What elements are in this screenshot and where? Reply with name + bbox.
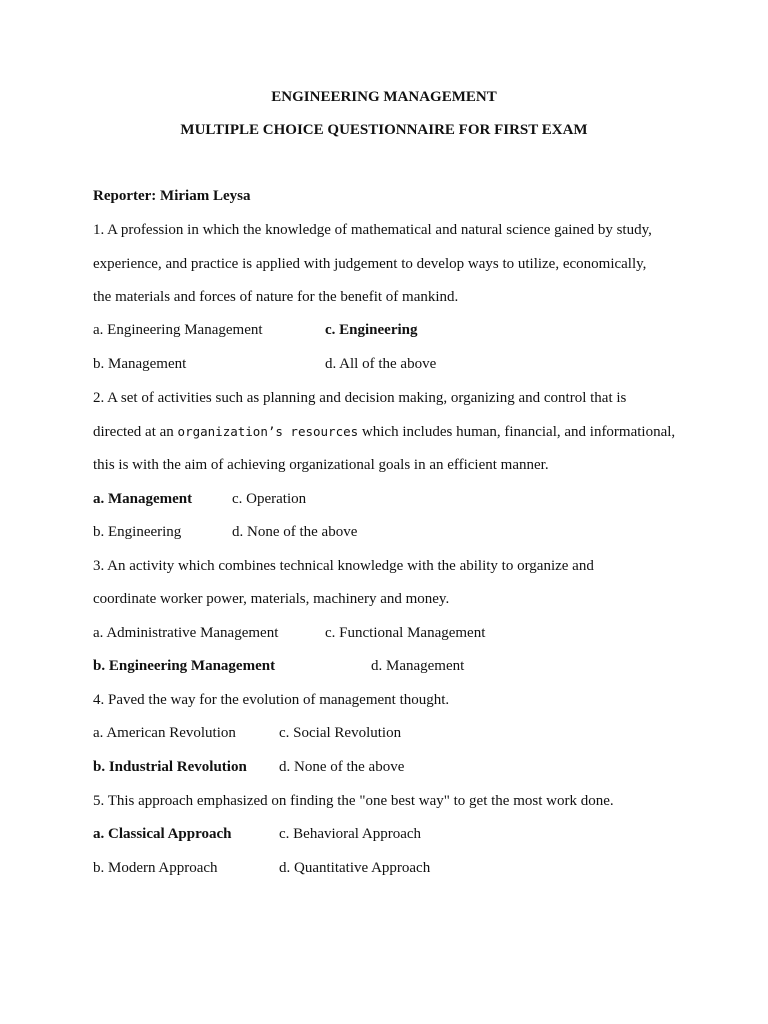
question-3-line-1: 3. An activity which combines technical knowledge with the ability to organize and bbox=[93, 558, 594, 574]
question-3-line-2: coordinate worker power, materials, machinery and money. bbox=[93, 591, 450, 607]
question-5-option-d: d. Quantitative Approach bbox=[279, 860, 431, 876]
question-2-option-c: c. Operation bbox=[232, 491, 307, 507]
question-2-line-3: this is with the aim of achieving organizational goals in an efficient manner. bbox=[93, 457, 549, 473]
question-3-option-b-answer: b. Engineering Management bbox=[93, 658, 276, 674]
question-2-option-b: b. Engineering bbox=[93, 524, 182, 540]
question-1-option-a: a. Engineering Management bbox=[93, 322, 263, 338]
question-2-line-2-term: organization’s resources bbox=[177, 424, 359, 439]
question-4-option-c: c. Social Revolution bbox=[279, 725, 402, 741]
document-title: ENGINEERING MANAGEMENT bbox=[271, 89, 497, 105]
question-4-option-b-answer: b. Industrial Revolution bbox=[93, 759, 247, 775]
question-4-line-1: 4. Paved the way for the evolution of management thought. bbox=[93, 692, 450, 708]
question-2-line-1: 2. A set of activities such as planning and decision making, organizing and control that is bbox=[93, 390, 627, 406]
question-2-line-2-start: directed at an bbox=[93, 424, 174, 440]
question-3-option-d: d. Management bbox=[371, 658, 465, 674]
reporter-line: Reporter: Miriam Leysa bbox=[93, 188, 251, 204]
question-5-option-c: c. Behavioral Approach bbox=[279, 826, 422, 842]
question-2-option-a-answer: a. Management bbox=[93, 491, 193, 507]
question-1-option-b: b. Management bbox=[93, 356, 187, 372]
question-2-option-d: d. None of the above bbox=[232, 524, 358, 540]
question-2-line-2 bbox=[93, 424, 675, 441]
question-2-line-2-end: which includes human, financial, and informational, bbox=[361, 424, 676, 440]
question-1-line-3: the materials and forces of nature for the benefit of mankind. bbox=[93, 289, 459, 305]
question-3-option-a: a. Administrative Management bbox=[93, 625, 279, 641]
question-1-option-d: d. All of the above bbox=[325, 356, 437, 372]
question-3-option-c: c. Functional Management bbox=[325, 625, 486, 641]
question-5-option-b: b. Modern Approach bbox=[93, 860, 218, 876]
question-5-line-1: 5. This approach emphasized on finding the "one best way" to get the most work done. bbox=[93, 793, 614, 809]
document-subtitle: MULTIPLE CHOICE QUESTIONNAIRE FOR FIRST EXAM bbox=[180, 122, 588, 138]
question-1-option-c-answer: c. Engineering bbox=[325, 322, 418, 338]
question-4-option-d: d. None of the above bbox=[279, 759, 405, 775]
question-1-line-2: experience, and practice is applied with judgement to develop ways to utilize, economically, bbox=[93, 256, 647, 272]
question-1-line-1: 1. A profession in which the knowledge of mathematical and natural science gained by study, bbox=[93, 222, 652, 238]
question-5-option-a-answer: a. Classical Approach bbox=[93, 826, 232, 842]
question-4-option-a: a. American Revolution bbox=[93, 725, 236, 741]
